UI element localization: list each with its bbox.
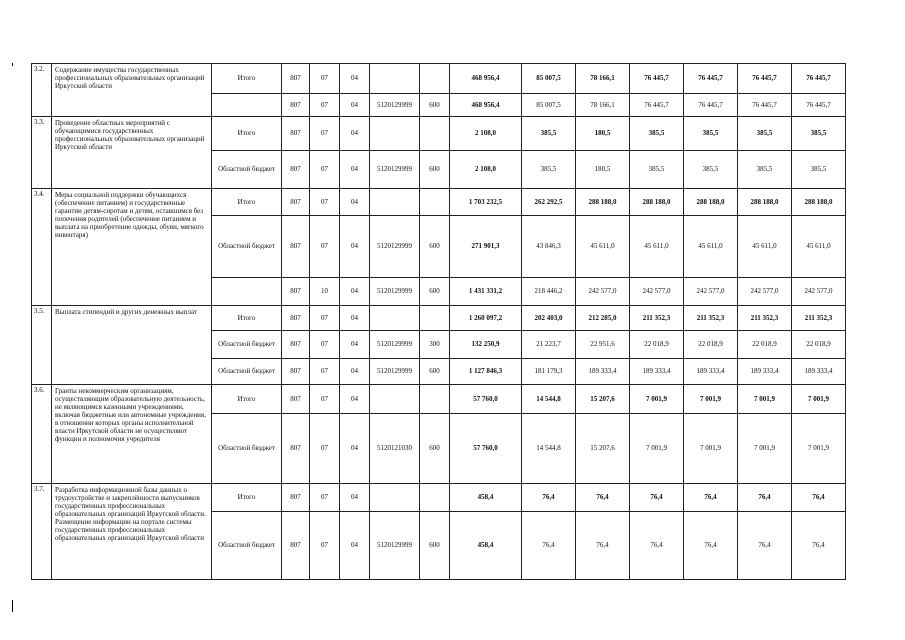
year-amount: 242 577,0 xyxy=(792,278,846,306)
section-name: Разработка информационной базы данных о трудоустройстве и закреплённости выпускников государственных профессиональных образовательных организаций Иркутской области. Размещение информации на портале системы государственных профессиональных образовательных организаций Иркутской области xyxy=(52,484,212,580)
code-grbs: 807 xyxy=(282,94,310,117)
code-pr: 04 xyxy=(340,151,370,189)
year-amount: 385,5 xyxy=(522,117,576,151)
year-amount: 7 001,9 xyxy=(738,385,792,414)
funding-source: Итого xyxy=(212,64,282,94)
code-pr: 04 xyxy=(340,306,370,331)
code-csr: 5120129999 xyxy=(370,359,420,385)
year-amount: 385,5 xyxy=(738,151,792,189)
year-amount: 288 188,0 xyxy=(630,189,684,216)
year-amount: 76 445,7 xyxy=(792,94,846,117)
year-amount: 385,5 xyxy=(792,117,846,151)
year-amount: 76 445,7 xyxy=(630,94,684,117)
code-pr: 04 xyxy=(340,484,370,512)
code-grbs: 807 xyxy=(282,216,310,278)
year-amount: 218 446,2 xyxy=(522,278,576,306)
year-amount: 76,4 xyxy=(630,512,684,580)
table-row xyxy=(32,189,846,216)
year-amount: 22 018,9 xyxy=(738,331,792,359)
year-amount: 45 611,0 xyxy=(630,216,684,278)
code-pr: 04 xyxy=(340,117,370,151)
code-pr: 04 xyxy=(340,385,370,414)
year-amount: 211 352,3 xyxy=(684,306,738,331)
code-grbs: 807 xyxy=(282,189,310,216)
year-amount: 7 001,9 xyxy=(684,414,738,484)
year-amount: 76 445,7 xyxy=(684,64,738,94)
code-grbs: 807 xyxy=(282,151,310,189)
total-amount: 1 260 097,2 xyxy=(450,306,522,331)
year-amount: 76,4 xyxy=(738,512,792,580)
year-amount: 15 207,6 xyxy=(576,414,630,484)
code-rz: 07 xyxy=(310,331,340,359)
code-csr: 5120129999 xyxy=(370,94,420,117)
code-csr xyxy=(370,189,420,216)
year-amount: 180,5 xyxy=(576,117,630,151)
code-rz: 07 xyxy=(310,306,340,331)
code-pr: 04 xyxy=(340,414,370,484)
code-csr xyxy=(370,117,420,151)
table-body xyxy=(32,64,846,580)
year-amount: 385,5 xyxy=(684,117,738,151)
year-amount: 189 333,4 xyxy=(630,359,684,385)
margin-mark-top xyxy=(12,63,13,66)
year-amount: 76,4 xyxy=(576,512,630,580)
section-name: Проведение областных мероприятий с обучающимися государственных профессиональных образовательных организаций Иркутской области xyxy=(52,117,212,189)
funding-source: Областной бюджет xyxy=(212,512,282,580)
code-pr: 04 xyxy=(340,189,370,216)
funding-source: Областной бюджет xyxy=(212,359,282,385)
section-number: 3.3. xyxy=(32,117,52,189)
code-rz: 10 xyxy=(310,278,340,306)
year-amount: 76 445,7 xyxy=(792,64,846,94)
code-rz: 07 xyxy=(310,189,340,216)
code-rz: 07 xyxy=(310,414,340,484)
code-rz: 07 xyxy=(310,512,340,580)
section-name: Гранты некоммерческим организациям, осуществляющим образовательную деятельность, не являющимся казенными учреждениями, включая бюджетные или автономные учреждения, в отношении которых органы исполнительной власти Иркутской области не осуществляют функции и полномочия учредителя xyxy=(52,385,212,484)
code-csr xyxy=(370,64,420,94)
year-amount: 76,4 xyxy=(576,484,630,512)
code-grbs: 807 xyxy=(282,306,310,331)
year-amount: 189 333,4 xyxy=(792,359,846,385)
year-amount: 288 188,0 xyxy=(684,189,738,216)
section-name: Меры социальной поддержки обучающихся (обеспечение питанием) и государственные гарантии детям-сиротам и детям, оставшимся без попечения родителей (обеспечение питанием и выплата на приобретение одежды, обуви, мягкого инвентаря) xyxy=(52,189,212,306)
year-amount: 76,4 xyxy=(684,484,738,512)
year-amount: 189 333,4 xyxy=(738,359,792,385)
total-amount: 1 127 846,3 xyxy=(450,359,522,385)
year-amount: 211 352,3 xyxy=(738,306,792,331)
year-amount: 22 018,9 xyxy=(630,331,684,359)
year-amount: 7 001,9 xyxy=(630,414,684,484)
year-amount: 14 544,8 xyxy=(522,414,576,484)
year-amount: 76,4 xyxy=(522,484,576,512)
code-pr: 04 xyxy=(340,359,370,385)
year-amount: 76 445,7 xyxy=(738,94,792,117)
year-amount: 21 223,7 xyxy=(522,331,576,359)
budget-table xyxy=(31,63,846,580)
code-vr: 600 xyxy=(420,216,450,278)
code-csr: 5120129999 xyxy=(370,216,420,278)
code-vr: 600 xyxy=(420,414,450,484)
section-number: 3.4. xyxy=(32,189,52,306)
year-amount: 76,4 xyxy=(630,484,684,512)
year-amount: 288 188,0 xyxy=(792,189,846,216)
year-amount: 76,4 xyxy=(792,484,846,512)
code-rz: 07 xyxy=(310,151,340,189)
code-vr: 600 xyxy=(420,151,450,189)
year-amount: 15 207,6 xyxy=(576,385,630,414)
funding-source: Областной бюджет xyxy=(212,331,282,359)
total-amount: 2 108,0 xyxy=(450,151,522,189)
funding-source: Итого xyxy=(212,117,282,151)
code-vr: 600 xyxy=(420,94,450,117)
year-amount: 76 445,7 xyxy=(684,94,738,117)
year-amount: 22 951,6 xyxy=(576,331,630,359)
total-amount: 57 760,0 xyxy=(450,385,522,414)
year-amount: 7 001,9 xyxy=(738,414,792,484)
year-amount: 22 018,9 xyxy=(684,331,738,359)
year-amount: 385,5 xyxy=(738,117,792,151)
code-rz: 07 xyxy=(310,484,340,512)
code-grbs: 807 xyxy=(282,331,310,359)
code-vr xyxy=(420,117,450,151)
year-amount: 7 001,9 xyxy=(792,414,846,484)
code-pr: 04 xyxy=(340,278,370,306)
year-amount: 76,4 xyxy=(738,484,792,512)
code-vr xyxy=(420,189,450,216)
year-amount: 14 544,8 xyxy=(522,385,576,414)
section-number: 3.5. xyxy=(32,306,52,385)
year-amount: 76 445,7 xyxy=(630,64,684,94)
section-name: Содержание имущества государственных профессиональных образовательных организаций Иркутской области xyxy=(52,64,212,117)
table-row xyxy=(32,306,846,331)
code-vr: 600 xyxy=(420,359,450,385)
code-pr: 04 xyxy=(340,331,370,359)
funding-source: Итого xyxy=(212,484,282,512)
year-amount: 189 333,4 xyxy=(576,359,630,385)
total-amount: 468 956,4 xyxy=(450,64,522,94)
year-amount: 242 577,0 xyxy=(630,278,684,306)
code-grbs: 807 xyxy=(282,512,310,580)
section-number: 3.2. xyxy=(32,64,52,117)
code-csr xyxy=(370,385,420,414)
section-number: 3.6. xyxy=(32,385,52,484)
year-amount: 212 285,0 xyxy=(576,306,630,331)
funding-source: Областной бюджет xyxy=(212,414,282,484)
table-row xyxy=(32,385,846,414)
code-rz: 07 xyxy=(310,117,340,151)
year-amount: 288 188,0 xyxy=(738,189,792,216)
year-amount: 242 577,0 xyxy=(684,278,738,306)
year-amount: 76,4 xyxy=(522,512,576,580)
funding-source: Итого xyxy=(212,306,282,331)
funding-source xyxy=(212,94,282,117)
code-vr xyxy=(420,64,450,94)
year-amount: 78 166,1 xyxy=(576,64,630,94)
code-csr: 5120129999 xyxy=(370,512,420,580)
total-amount: 468 956,4 xyxy=(450,94,522,117)
year-amount: 181 179,3 xyxy=(522,359,576,385)
funding-source xyxy=(212,278,282,306)
year-amount: 45 611,0 xyxy=(684,216,738,278)
code-rz: 07 xyxy=(310,216,340,278)
year-amount: 85 007,5 xyxy=(522,94,576,117)
code-csr xyxy=(370,484,420,512)
year-amount: 45 611,0 xyxy=(576,216,630,278)
table-row xyxy=(32,64,846,94)
funding-source: Итого xyxy=(212,189,282,216)
year-amount: 385,5 xyxy=(684,151,738,189)
funding-source: Итого xyxy=(212,385,282,414)
year-amount: 43 846,3 xyxy=(522,216,576,278)
year-amount: 180,5 xyxy=(576,151,630,189)
code-grbs: 807 xyxy=(282,385,310,414)
year-amount: 262 292,5 xyxy=(522,189,576,216)
code-grbs: 807 xyxy=(282,484,310,512)
year-amount: 385,5 xyxy=(630,117,684,151)
funding-source: Областной бюджет xyxy=(212,151,282,189)
code-vr xyxy=(420,484,450,512)
code-rz: 07 xyxy=(310,385,340,414)
total-amount: 1 703 232,5 xyxy=(450,189,522,216)
code-rz: 07 xyxy=(310,359,340,385)
year-amount: 189 333,4 xyxy=(684,359,738,385)
year-amount: 202 403,0 xyxy=(522,306,576,331)
code-csr: 5120129999 xyxy=(370,278,420,306)
code-pr: 04 xyxy=(340,512,370,580)
total-amount: 2 108,0 xyxy=(450,117,522,151)
code-grbs: 807 xyxy=(282,117,310,151)
total-amount: 1 431 331,2 xyxy=(450,278,522,306)
code-vr: 600 xyxy=(420,278,450,306)
code-vr: 300 xyxy=(420,331,450,359)
year-amount: 85 007,5 xyxy=(522,64,576,94)
total-amount: 132 250,9 xyxy=(450,331,522,359)
total-amount: 458,4 xyxy=(450,484,522,512)
code-csr: 5120129999 xyxy=(370,151,420,189)
year-amount: 76,4 xyxy=(684,512,738,580)
margin-mark-bottom xyxy=(12,600,13,612)
funding-source: Областной бюджет xyxy=(212,216,282,278)
code-vr xyxy=(420,306,450,331)
code-pr: 04 xyxy=(340,216,370,278)
code-rz: 07 xyxy=(310,64,340,94)
year-amount: 76 445,7 xyxy=(738,64,792,94)
code-pr: 04 xyxy=(340,94,370,117)
year-amount: 242 577,0 xyxy=(738,278,792,306)
year-amount: 385,5 xyxy=(522,151,576,189)
code-rz: 07 xyxy=(310,94,340,117)
total-amount: 271 901,3 xyxy=(450,216,522,278)
year-amount: 211 352,3 xyxy=(792,306,846,331)
code-vr xyxy=(420,385,450,414)
section-number: 3.7. xyxy=(32,484,52,580)
year-amount: 7 001,9 xyxy=(792,385,846,414)
year-amount: 22 018,9 xyxy=(792,331,846,359)
code-pr: 04 xyxy=(340,64,370,94)
year-amount: 45 611,0 xyxy=(738,216,792,278)
code-vr: 600 xyxy=(420,512,450,580)
code-grbs: 807 xyxy=(282,278,310,306)
section-name: Выплата стипендий и других денежных выплат xyxy=(52,306,212,385)
year-amount: 288 188,0 xyxy=(576,189,630,216)
total-amount: 458,4 xyxy=(450,512,522,580)
table-row xyxy=(32,484,846,512)
code-grbs: 807 xyxy=(282,359,310,385)
code-csr xyxy=(370,306,420,331)
year-amount: 78 166,1 xyxy=(576,94,630,117)
code-csr: 5120121030 xyxy=(370,414,420,484)
year-amount: 76,4 xyxy=(792,512,846,580)
code-grbs: 807 xyxy=(282,64,310,94)
year-amount: 242 577,0 xyxy=(576,278,630,306)
year-amount: 385,5 xyxy=(630,151,684,189)
year-amount: 45 611,0 xyxy=(792,216,846,278)
total-amount: 57 760,0 xyxy=(450,414,522,484)
year-amount: 7 001,9 xyxy=(630,385,684,414)
code-grbs: 807 xyxy=(282,414,310,484)
code-csr: 5120129999 xyxy=(370,331,420,359)
year-amount: 385,5 xyxy=(792,151,846,189)
table-row xyxy=(32,117,846,151)
year-amount: 211 352,3 xyxy=(630,306,684,331)
year-amount: 7 001,9 xyxy=(684,385,738,414)
